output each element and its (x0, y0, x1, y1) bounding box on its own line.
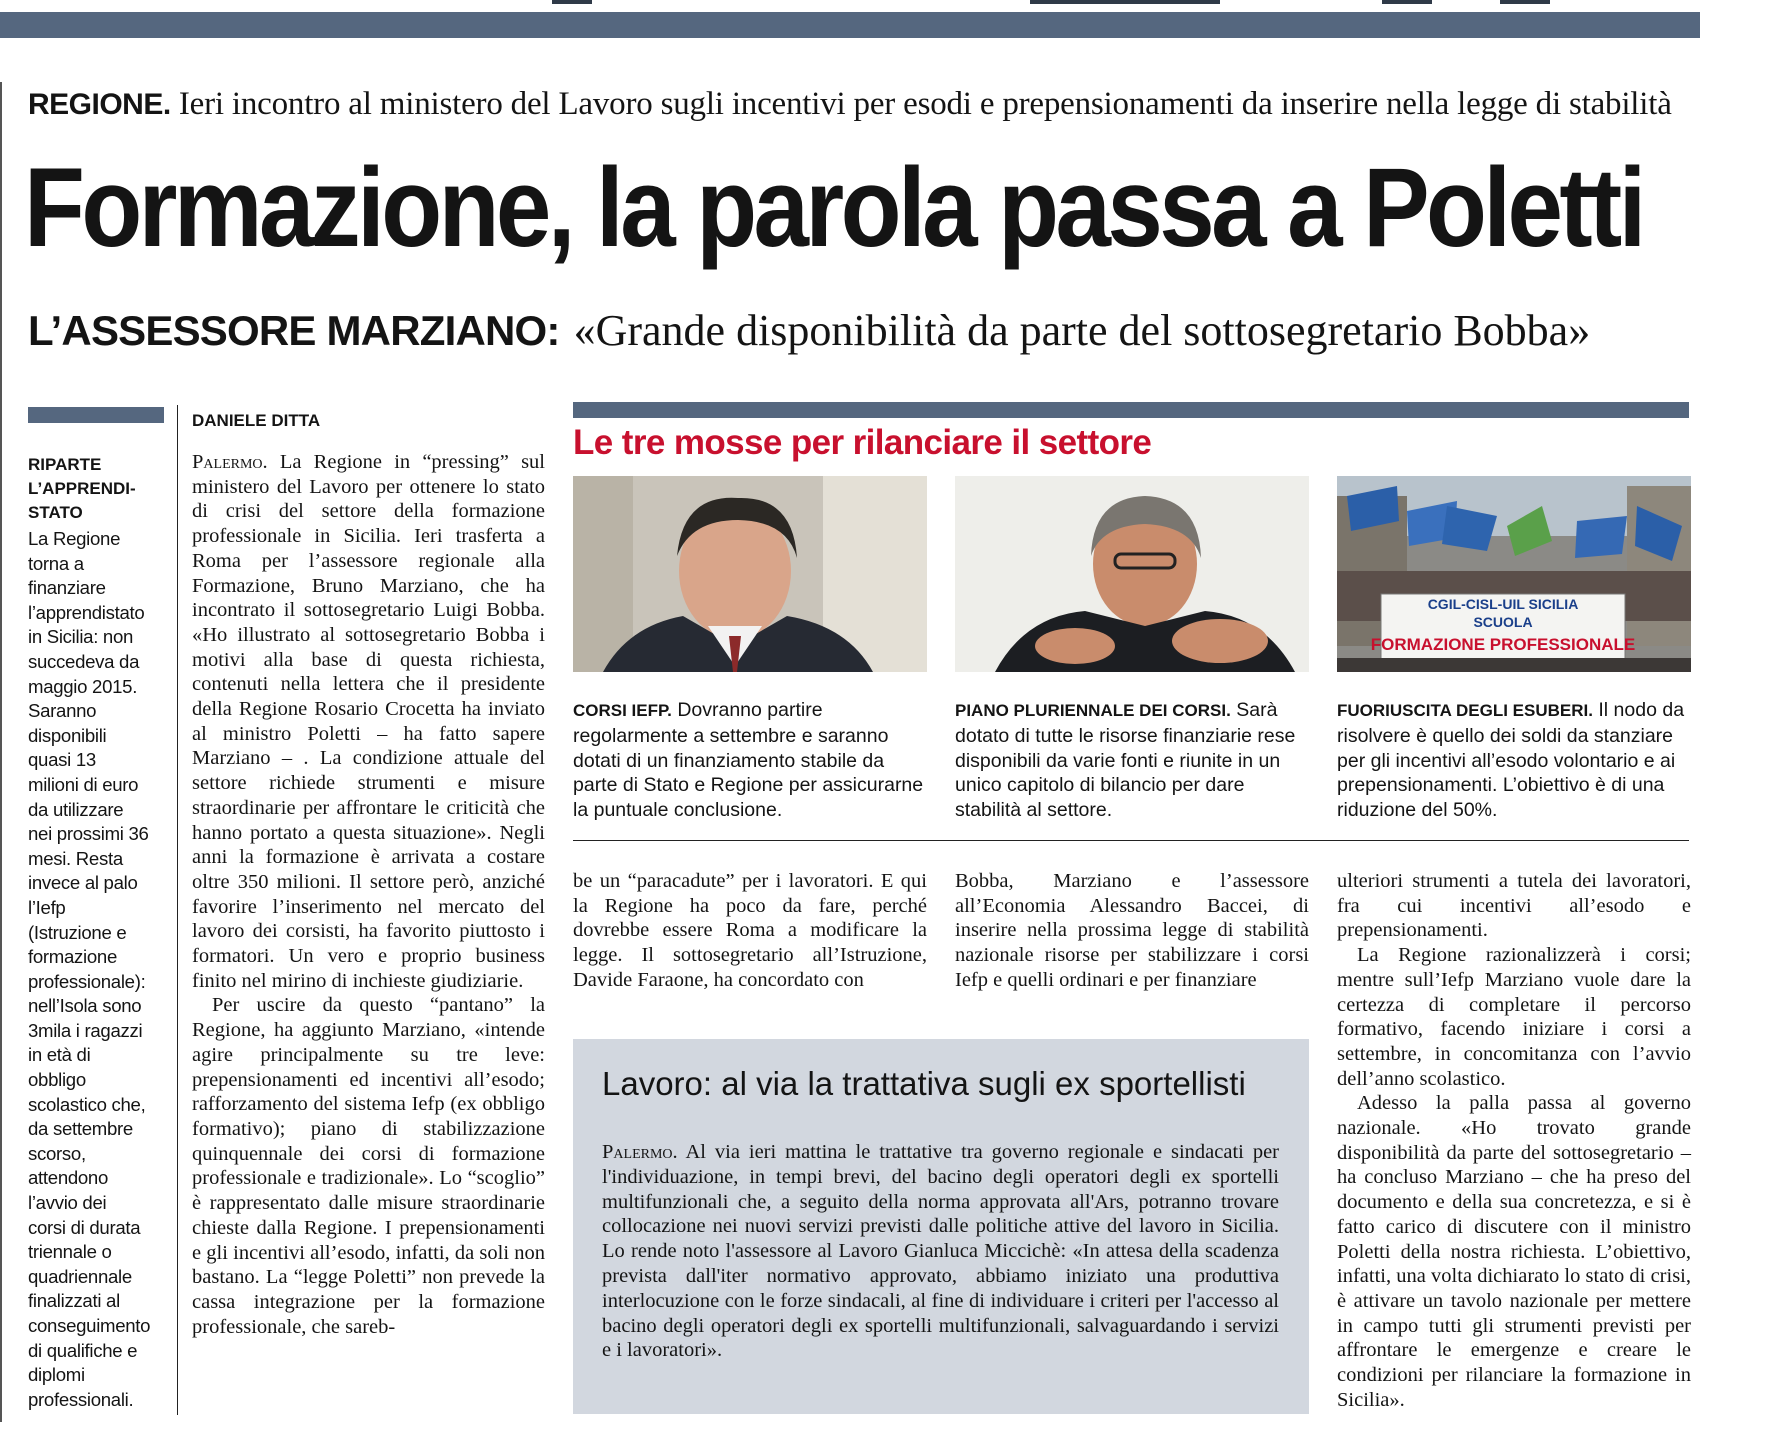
sidebar-line: disponibili (28, 724, 107, 746)
box-item-text: Il nodo da risolvere è quello dei soldi da stanziare per gli incentivi all’esodo volontario e ai prepensionamenti. L’obiettivo è di una riduzione del 50%. (1337, 699, 1685, 822)
box-bar (573, 402, 1689, 418)
sidebar-line: nei prossimi 36 (28, 823, 149, 845)
box-bottom-rule (573, 840, 1689, 841)
sidebar-line: La Regione (28, 528, 121, 549)
page-left-rule (0, 82, 2, 1422)
inset-body (602, 1140, 1279, 1363)
article-paragraph: be un “paracadute” per i lavoratori. E qui la Regione ha poco da fare, perché dovrebbe essere Roma a modificare la legge. Il sottosegretario all’Istruzione, Davide Faraone, ha concordato con (573, 870, 927, 991)
top-bar-fragment (1382, 0, 1432, 4)
sidebar-line: 3mila i ragazzi (28, 1019, 143, 1041)
box-item-label: PIANO PLURIENNALE DEI CORSI. (955, 701, 1231, 720)
photo-portrait-marziano (573, 476, 927, 672)
banner-text-line: SCUOLA (1473, 614, 1533, 630)
box-item-fuoriuscita-esuberi (1337, 698, 1697, 823)
kicker-text: Ieri incontro al ministero del Lavoro sugli incentivi per esodi e prepensionamenti da inserire nella legge di stabilità (178, 86, 1672, 122)
sidebar-line: in Sicilia: non (28, 626, 134, 648)
sidebar-body (28, 527, 173, 1412)
sidebar-line: professionale): (28, 970, 146, 992)
inset-dateline: Palermo. (602, 1141, 678, 1163)
article-paragraph: La Regione razionalizzerà i corsi; mentre sull’Iefp Marziano vuole dare la certezza di completare il percorso formativo, facendo iniziare i corsi a settembre, in concomitanza con l’avvio dell’anno scolastico. (1337, 944, 1691, 1090)
sidebar-line: l’apprendistato (28, 601, 145, 623)
sidebar-line: da utilizzare (28, 798, 124, 820)
sidebar-line: maggio 2015. (28, 675, 138, 697)
sidebar-title-line: STATO (28, 503, 83, 522)
headline: Formazione, la parola passa a Poletti (24, 145, 1643, 270)
inset-text: Al via ieri mattina le trattative tra governo regionale e sindacati per l'individuazione, in tempi brevi, del bacino degli operatori degli ex sportelli multifunzionali che, a seguito della norma approvata all'Ars, potranno trovare collocazione nei nuovi servizi previsti dalle politiche attive del lavoro in Sicilia. Lo rende noto l'assessore al Lavoro Gianluca Miccichè: «In attesa della scadenza prevista dall'iter normativo approvato, abbiamo iniziato una produttiva interlocuzione con le forze sindacali, al fine di individuare i criteri per l'accesso al bacino degli operatori degli ex sportelli multifunzionali, salvaguardando i servizi e i lavoratori». (602, 1141, 1279, 1362)
banner-text-line: CGIL-CISL-UIL SICILIA (1427, 596, 1579, 612)
paragraph-text: La Regione in “pressing” sul ministero del Lavoro per ottenere lo stato di crisi del settore della formazione professionale in Sicilia. Ieri trasferta a Roma per l’assessore regionale alla Formazione, Bruno Marziano, che ha incontrato il sottosegretario Luigi Bobba. «Ho illustrato al sottosegretario Bobba i motivi alla base di questa richiesta, contenuti nella lettera che il presidente della Regione Rosario Crocetta ha inviato al ministro Poletti – ha fatto sapere Marziano – . La condizione attuale del settore richiede strumenti e misure straordinarie per affrontare le criticità che hanno portato a questa situazione». Negli anni la formazione è arrivata a costare oltre 350 milioni. Il settore però, anziché favorire l’inserimento nel mercato del lavoro dei corsisti, ha favorito piuttosto i formatori. Un vero e proprio business finito nel mirino di inchieste giudiziarie. (192, 451, 545, 992)
sidebar-line: attendono (28, 1167, 109, 1189)
sidebar-line: corsi di durata (28, 1216, 141, 1238)
sidebar-line: obbligo (28, 1069, 86, 1091)
sidebar-line: conseguimento (28, 1315, 151, 1336)
sidebar-line: nell’Isola sono (28, 995, 142, 1017)
sidebar-line: finanziare (28, 577, 106, 599)
top-bar-fragment (1030, 0, 1220, 4)
sidebar-line: di qualifiche e (28, 1339, 138, 1361)
article-column-3 (955, 869, 1309, 993)
sidebar-line: Saranno (28, 700, 97, 722)
dateline: Palermo. (192, 451, 268, 473)
sidebar-line: milioni di euro (28, 773, 139, 795)
box-item-text: Dovranno partire regolarmente a settembre e saranno dotati di un finanziamento stabile da parte di Stato e Regione per assicurarne la puntuale conclusione. (573, 699, 924, 822)
sidebar-line: l’avvio dei (28, 1192, 107, 1214)
sidebar-line: scolastico che, (28, 1093, 146, 1115)
sidebar-line: scorso, (28, 1142, 86, 1164)
photo-protest-march (1337, 476, 1691, 672)
kicker-label: REGIONE. (28, 88, 171, 121)
sidebar-title-line: RIPARTE (28, 455, 102, 474)
photo-portrait-baccei (955, 476, 1309, 672)
sidebar-line: quadriennale (28, 1265, 132, 1287)
box-item-text: Sarà dotato di tutte le risorse finanziarie rese disponibili da varie fonti e riunite in un unico capitolo di bilancio per dare stabilità al settore. (955, 699, 1296, 822)
box-title: Le tre mosse per rilanciare il settore (573, 423, 1152, 462)
article-paragraph: Per uscire da questo “pantano” la Regione, ha aggiunto Marziano, «intende agire principalmente su tre leve: prepensionamenti ed incentivi all’esodo; rafforzamento del sistema Iefp (ex obbligo formativo); piano di stabilizzazione quinquennale dei corsi di formazione professionale e tradizionale». Lo “scoglio” è rappresentato dalle misure straordinarie chieste dalla Regione. I prepensionamenti e gli incentivi all’esodo, infatti, da soli non bastano. La “legge Poletti” non prevede la cassa integrazione per la formazione professionale, che sareb- (192, 994, 545, 1338)
sidebar-line: professionali. (28, 1388, 134, 1410)
article-paragraph: Adesso la palla passa al governo nazionale. «Ho trovato grande disponibilità da parte del sottosegretario – ha concluso Marziano – che ha preso del documento e della sua concretezza, e si è fatto carico di discutere con il ministro Poletti della nostra richiesta. L’obiettivo, infatti, una volta dichiarato lo stato di crisi, è attivare un tavolo nazionale per mettere in campo tutti gli strumenti previsti per affrontare le emergenze e creare le condizioni per rilanciare la formazione in Sicilia». (1337, 1092, 1691, 1411)
sidebar-line: mesi. Resta (28, 847, 123, 869)
sidebar-line: da settembre (28, 1118, 133, 1140)
sidebar-line: diplomi (28, 1364, 85, 1386)
kicker (28, 84, 1708, 125)
sidebar-bar (28, 407, 164, 423)
sidebar-title (28, 453, 168, 525)
article-paragraph: ulteriori strumenti a tutela dei lavoratori, fra cui incentivi all’esodo e prepensionamenti. (1337, 870, 1691, 942)
article-column-2 (573, 869, 927, 993)
top-bar-fragment (1500, 0, 1550, 4)
sidebar-line: formazione (28, 946, 117, 968)
article-column-4 (1337, 869, 1691, 1412)
box-item-label: FUORIUSCITA DEGLI ESUBERI. (1337, 701, 1593, 720)
column-rule (177, 405, 178, 1415)
sidebar-line: triennale o (28, 1241, 112, 1263)
subhead-quote: «Grande disponibilità da parte del sottosegretario Bobba» (573, 306, 1591, 355)
sidebar-line: invece al palo (28, 872, 138, 894)
sidebar-line: (Istruzione e (28, 921, 127, 943)
article-column-1 (192, 450, 545, 1339)
sidebar-line: l’Iefp (28, 896, 66, 918)
sidebar-line: finalizzati al (28, 1290, 120, 1312)
banner-text-line: FORMAZIONE PROFESSIONALE (1370, 635, 1636, 654)
subhead-label: L’ASSESSORE MARZIANO: (28, 307, 560, 354)
inset-title: Lavoro: al via la trattativa sugli ex sportellisti (602, 1065, 1246, 1102)
sidebar-line: succedeva da (28, 650, 140, 672)
box-item-corsi-iefp (573, 698, 933, 823)
box-item-piano-pluriennale (955, 698, 1315, 823)
top-bar (0, 12, 1700, 38)
sidebar-line: quasi 13 (28, 749, 96, 771)
sidebar-line: in età di (28, 1044, 91, 1066)
article-paragraph: Bobba, Marziano e l’assessore all’Economia Alessandro Baccei, di inserire nella prossima legge di stabilità nazionale risorse per stabilizzare i corsi Iefp e quelli ordinari e per finanziare (955, 870, 1309, 991)
sidebar-line: torna a (28, 552, 84, 574)
sidebar-title-line: L’APPRENDI- (28, 479, 136, 498)
subhead (28, 305, 1708, 357)
byline: DANIELE DITTA (192, 411, 321, 430)
box-item-label: CORSI IEFP. (573, 701, 672, 720)
top-bar-fragment (552, 0, 592, 4)
article-paragraph (192, 450, 545, 993)
